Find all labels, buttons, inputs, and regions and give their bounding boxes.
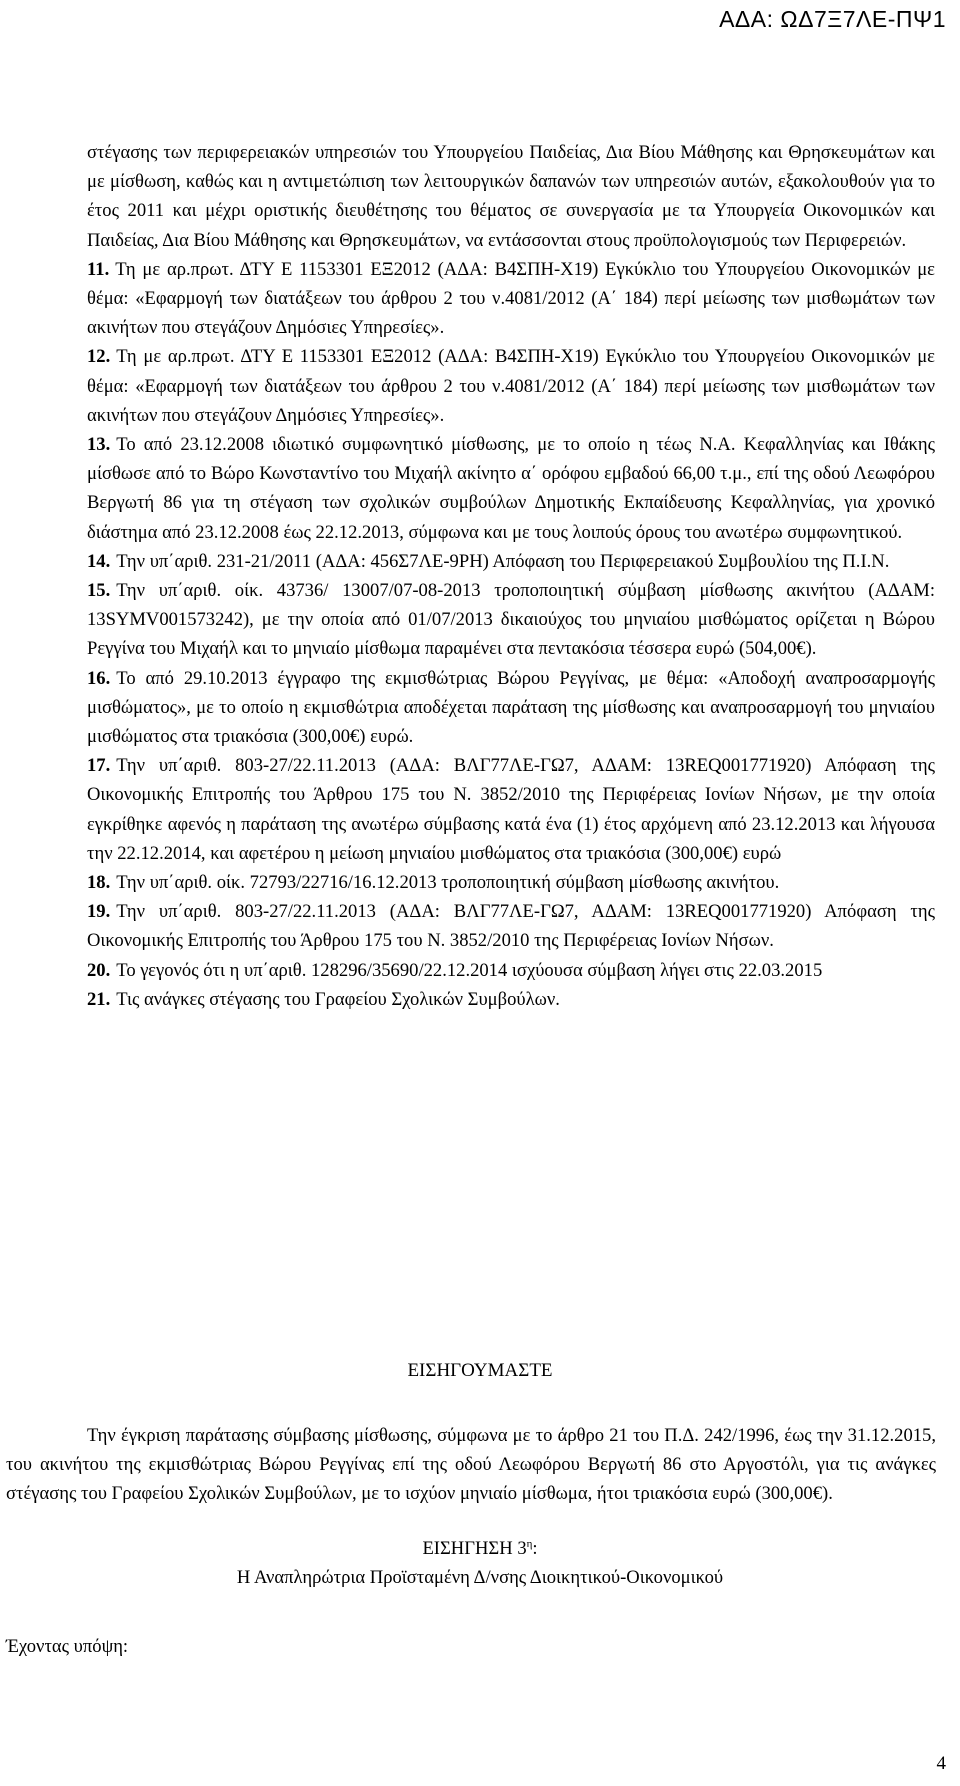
- list-item-text: Τη με αρ.πρωτ. ΔΤΥ Ε 1153301 ΕΞ2012 (ΑΔΑ: Β4ΣΠΗ-Χ19) Εγκύκλιο του Υπουργείου Οικονομικών με θέμα: «Εφαρμογή των διατάξεων του άρθρου 2 του ν.4081/2012 (Α΄ 184) περί μείωσης των μισθωμάτων των ακινήτων που στεγάζουν Δημόσιες Υπηρεσίες».: [87, 258, 935, 339]
- list-item-number: 16.: [87, 667, 111, 689]
- list-item-text: Τις ανάγκες στέγασης του Γραφείου Σχολικών Συμβούλων.: [116, 988, 560, 1010]
- eisigisi-suffix: :: [532, 1538, 538, 1560]
- list-item-number: 19.: [87, 901, 111, 923]
- section-heading: ΕΙΣΗΓΟΥΜΑΣΤΕ: [407, 1360, 553, 1381]
- list-item: [87, 868, 935, 897]
- recommendation-paragraph: Την έγκριση παράτασης σύμβασης μίσθωσης, σύμφωνα με το άρθρο 21 του Π.Δ. 242/1996, έως την 31.12.2015, του ακινήτου της εκμισθώτριας Βώρου Ρεγγίνας επί της οδού Λεωφόρου Βεργωτή 86 στο Αργοστόλι, για τις ανάγκες στέγασης του Γραφείου Σχολικών Συμβούλων, με το ισχύον μηνιαίο μίσθωμα, ήτοι τριακόσια ευρώ (300,00€).: [6, 1425, 936, 1504]
- list-item-number: 17.: [87, 755, 111, 777]
- list-item: [87, 751, 935, 868]
- list-item-number: 12.: [87, 346, 111, 368]
- list-item-text: Την υπ΄αριθ. 231-21/2011 (ΑΔΑ: 456Σ7ΛΕ-9ΡΗ) Απόφαση του Περιφερειακού Συμβουλίου της Π.Ι.Ν.: [116, 550, 890, 572]
- list-item-number: 11.: [87, 258, 110, 280]
- list-item-number: 15.: [87, 580, 111, 602]
- page-number: 4: [936, 1753, 946, 1774]
- ada-code: ΑΔΑ: ΩΔ7Ξ7ΛΕ-ΠΨ1: [719, 6, 946, 32]
- considering-label: Έχοντας υπόψη:: [6, 1636, 129, 1657]
- list-item-text: Την υπ΄αριθ. 803-27/22.11.2013 (ΑΔΑ: ΒΛΓ77ΛΕ-ΓΩ7, ΑΔΑΜ: 13REQ001771920) Απόφαση της Οικονομικής Επιτροπής του Άρθρου 175 του Ν. 3852/2010 της Περιφέρειας Ιονίων Νήσων.: [87, 901, 935, 952]
- signer-title: Η Αναπληρώτρια Προϊσταμένη Δ/νσης Διοικητικού-Οικονομικού: [236, 1567, 724, 1588]
- list-item: [87, 547, 935, 576]
- list-item: [87, 576, 935, 664]
- list-item-text: Την υπ΄αριθ. 803-27/22.11.2013 (ΑΔΑ: ΒΛΓ77ΛΕ-ΓΩ7, ΑΔΑΜ: 13REQ001771920) Απόφαση της Οικονομικής Επιτροπής του Άρθρου 175 του Ν. 3852/2010 της Περιφέρειας Ιονίων Νήσων, με την οποία εγκρίθηκε αφενός η παράταση της ανωτέρω σύμβασης κατά ένα (1) έτος αρχόμενη από 23.12.2013 και λήγουσα την 22.12.2014, και αφετέρου η μείωση μηνιαίου μισθώματος στα τριακόσια (300,00€) ευρώ: [87, 755, 935, 864]
- eisigisi-sup: η: [526, 1538, 533, 1550]
- intro-paragraph: στέγασης των περιφερειακών υπηρεσιών του Υπουργείου Παιδείας, Δια Βίου Μάθησης και Θρησκευμάτων και με μίσθωση, καθώς και η αντιμετώπιση των λειτουργικών δαπανών των υπηρεσιών αυτών, εξακολουθούν για το έτος 2011 και μέχρι οριστικής διευθέτησης του θέματος σε συνεργασία με τα Υπουργεία Οικονομικών και Παιδείας, Δια Βίου Μάθησης και Θρησκευμάτων, να εντάσσονται στους προϋπολογισμούς των Περιφερειών.: [87, 142, 935, 251]
- list-item-text: Το γεγονός ότι η υπ΄αριθ. 128296/35690/22.12.2014 ισχύουσα σύμβαση λήγει στις 22.03.2015: [116, 959, 823, 981]
- list-item-text: Τη με αρ.πρωτ. ΔΤΥ Ε 1153301 ΕΞ2012 (ΑΔΑ: Β4ΣΠΗ-Χ19) Εγκύκλιο του Υπουργείου Οικονομικών με θέμα: «Εφαρμογή των διατάξεων του άρθρου 2 του ν.4081/2012 (Α΄ 184) περί μείωσης των μισθωμάτων των ακινήτων που στεγάζουν Δημόσιες Υπηρεσίες».: [87, 346, 935, 426]
- list-item-text: Το από 23.12.2008 ιδιωτικό συμφωνητικό μίσθωσης, με το οποίο η τέως Ν.Α. Κεφαλληνίας και Ιθάκης μίσθωσε από το Βώρο Κωνσταντίνο του Μιχαήλ ακίνητο α΄ ορόφου εμβαδού 66,00 τ.μ., επί της οδού Λεωφόρου Βεργωτή 86 για τη στέγαση των σχολικών συμβούλων Δημοτικής Εκπαίδευσης Κεφαλληνίας, για χρονικό διάστημα από 23.12.2008 έως 22.12.2013, σύμφωνα και με τους λοιπούς όρους του ανωτέρω συμφωνητικού.: [87, 434, 935, 543]
- list-item: [87, 342, 935, 430]
- list-item-text: Την υπ΄αριθ. οίκ. 72793/22716/16.12.2013 τροποποιητική σύμβαση μίσθωσης ακινήτου.: [116, 872, 780, 894]
- list-item: [87, 985, 935, 1014]
- eisigisi-line: [0, 1538, 960, 1560]
- list-item-number: 13.: [87, 434, 111, 456]
- document-body: [87, 138, 935, 1014]
- list-item-text: Την υπ΄αριθ. οίκ. 43736/ 13007/07-08-2013 τροποποιητική σύμβαση μίσθωσης ακινήτου (ΑΔΑΜ: 13SYMV001573242), με την οποία από 01/07/2013 δικαιούχος του μηνιαίου μισθώματος ορίζεται η Βώρου Ρεγγίνα του Μιχαήλ και το μηνιαίο μίσθωμα παραμένει στα πεντακόσια τέσσερα ευρώ (504,00€).: [87, 580, 935, 660]
- list-item: [87, 897, 935, 955]
- list-item-text: Το από 29.10.2013 έγγραφο της εκμισθώτριας Βώρου Ρεγγίνας, με θέμα: «Αποδοχή αναπροσαρμογής μισθώματος», με το οποίο η εκμισθώτρια αποδέχεται παράταση της μίσθωσης και αναπροσαρμογή του μηνιαίου μισθώματος στα τριακόσια (300,00€) ευρώ.: [87, 667, 935, 748]
- list-item: [87, 255, 935, 343]
- list-item: [87, 664, 935, 752]
- eisigisi-label: ΕΙΣΗΓΗΣΗ 3: [422, 1538, 527, 1560]
- list-item: [87, 430, 935, 547]
- list-item: [87, 956, 935, 985]
- list-item-number: 14.: [87, 550, 111, 572]
- numbered-list: [87, 255, 935, 1014]
- list-item-number: 20.: [87, 959, 111, 981]
- list-item-number: 21.: [87, 988, 111, 1010]
- list-item-number: 18.: [87, 872, 111, 894]
